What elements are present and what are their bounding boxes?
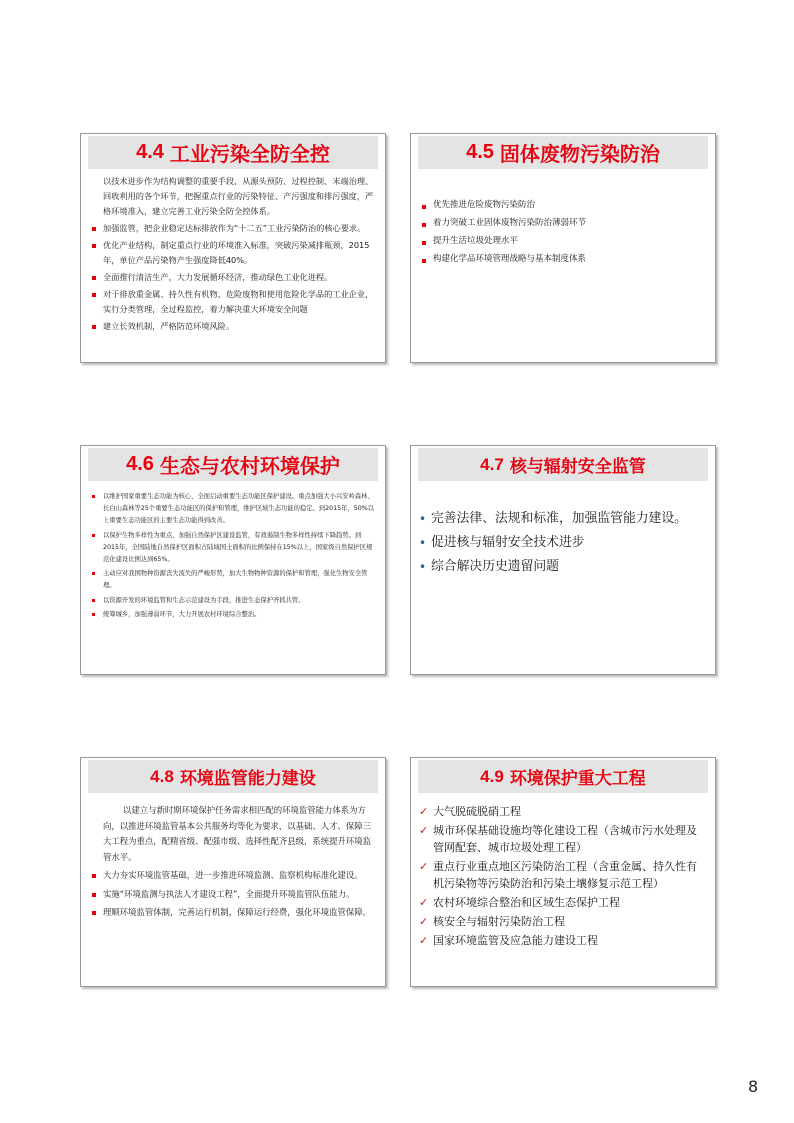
slide-title [418, 136, 708, 169]
bullet-list [89, 868, 375, 921]
slide-body [89, 491, 375, 623]
slide-4-4 [80, 133, 386, 363]
list-item-text: 城市环保基础设施均等化建设工程（含城市污水处理及管网配套、城市垃圾处理工程） [433, 824, 697, 854]
slide-number: 4.9 [480, 766, 504, 786]
slide-4-9 [410, 757, 716, 987]
list-item: 建立长效机制，严格防范环境风险。 [89, 319, 375, 334]
check-icon: ✓ [419, 896, 429, 909]
bullet-list [89, 221, 375, 334]
slide-title-text: 环境监管能力建设 [179, 769, 316, 789]
list-item: 大力夯实环境监管基础，进一步推进环境监测、监察机构标准化建设。 [89, 868, 375, 884]
list-item: 着力突破工业固体废物污染防治薄弱环节 [419, 217, 705, 230]
slide-body [89, 174, 375, 334]
list-item-text: 核安全与辐射污染防治工程 [433, 915, 565, 928]
page-number: 8 [748, 1077, 759, 1096]
slide-body [419, 199, 705, 271]
slide-title [418, 760, 708, 793]
list-item: • 完善法律、法规和标准，加强监管能力建设。 [419, 509, 705, 529]
slide-title-text: 工业污染全防全控 [169, 142, 330, 166]
bullet-list [419, 199, 705, 266]
slide-4-6 [80, 445, 386, 675]
slide-number: 4.8 [150, 766, 174, 786]
slide-number: 4.5 [466, 141, 494, 163]
list-item [419, 858, 705, 892]
slide-4-7 [410, 445, 716, 675]
list-item [419, 913, 705, 930]
slide-number: 4.7 [480, 454, 504, 474]
list-item-text: 重点行业重点地区污染防治工程（含重金属、持久性有机污染物等污染防治和污染土壤修复示范工程） [433, 860, 697, 890]
slide-title [88, 760, 378, 793]
slide-title [88, 136, 378, 169]
slide-number: 4.6 [126, 453, 154, 475]
slide-body [419, 509, 705, 581]
list-item-text: 国家环境监管及应急能力建设工程 [433, 934, 598, 947]
list-item [419, 894, 705, 911]
slide-title [88, 448, 378, 481]
list-item: 理顺环境监管体制，完善运行机制，保障运行经费，强化环境监管保障。 [89, 905, 375, 921]
check-icon: ✓ [419, 915, 429, 928]
slide-title-text: 核与辐射安全监管 [509, 457, 646, 477]
slide-4-8 [80, 757, 386, 987]
slide-4-5 [410, 133, 716, 363]
list-item: • 综合解决历史遗留问题 [419, 557, 705, 577]
slide-title-text: 生态与农村环境保护 [159, 454, 340, 478]
bullet-list [419, 803, 705, 949]
list-item: 以资源开发的环境监管和生态示范建设为手段，推进生态保护齐抓共管。 [89, 595, 375, 607]
slide-title [418, 448, 708, 481]
list-item [419, 803, 705, 820]
slide-title-text: 固体废物污染防治 [499, 142, 660, 166]
list-item: 全面推行清洁生产，大力发展循环经济，推动绿色工业化进程。 [89, 270, 375, 285]
list-item: 优先推进危险废物污染防治 [419, 199, 705, 212]
list-item: 加强监管，把企业稳定达标排放作为“十二五”工业污染防治的核心要求。 [89, 221, 375, 236]
list-item: 对于排放重金属、持久性有机物、危险废物和使用危险化学品的工业企业，实行分类管理，全过程监控，着力解决重大环境安全问题 [89, 287, 375, 317]
list-item: 主动应对我国物种资源丧失流失的严峻形势，加大生物物种资源的保护和管理，强化生物安全管理。 [89, 568, 375, 592]
list-item: 提升生活垃圾处理水平 [419, 235, 705, 248]
list-item: 统筹城乡，加强薄弱环节，大力开展农村环境综合整治。 [89, 609, 375, 621]
list-item-text: 农村环境综合整治和区域生态保护工程 [433, 896, 620, 909]
list-item-text: 大气脱硫脱硝工程 [433, 805, 521, 818]
intro-paragraph: 以技术进步作为结构调整的重要手段，从源头预防、过程控制、末端治理、回收利用的各个环节，把握重点行业的污染特征、产污强度和排污强度，严格环境准入，建立完善工业污染全防全控体系。 [103, 176, 374, 216]
slide-title-text: 环境保护重大工程 [509, 769, 646, 789]
slide-body [419, 803, 705, 951]
intro-paragraph: 以建立与新时期环境保护任务需求相匹配的环境监管能力体系为方向，以推进环境监管基本公共服务均等化为要求，以基础、人才、保障三大工程为重点，配精省级、配强市级、选择性配齐县级，系统提升环境监管水平。 [103, 805, 371, 862]
list-item: 实施“环境监测与执法人才建设工程”，全面提升环境监管队伍能力。 [89, 887, 375, 903]
list-item: 优化产业结构，制定重点行业的环境准入标准，突破污染减排瓶颈，2015年，单位产品污染物产生强度降低40%。 [89, 238, 375, 268]
bullet-list [89, 491, 375, 621]
list-item: 构建化学品环境管理战略与基本制度体系 [419, 253, 705, 266]
check-icon: ✓ [419, 934, 429, 947]
list-item [419, 822, 705, 856]
slide-number: 4.4 [136, 141, 164, 163]
list-item: 以维护国家重要生态功能为核心，全面启动重要生态功能区保护建设。重点加强大小兴安岭森林、长白山森林等25个重要生态功能区的保护和管理，维护区域生态功能的稳定。到2015年，50%以上重要生态功能区的主要生态功能得到改善。 [89, 491, 375, 528]
check-icon: ✓ [419, 860, 429, 873]
list-item: • 促进核与辐射安全技术进步 [419, 533, 705, 553]
check-icon: ✓ [419, 805, 429, 818]
slide-body [89, 803, 375, 921]
list-item [419, 932, 705, 949]
check-icon: ✓ [419, 824, 429, 837]
bullet-list [419, 509, 705, 577]
list-item: 以保护生物多样性为重点，加强自然保护区建设监管，有效遏制生物多样性持续下降趋势。到2015年，全国陆地自然保护区面积占陆域国土面积的比例保持在15%以上，国家级自然保护区规范化建设比例达到65%。 [89, 530, 375, 567]
